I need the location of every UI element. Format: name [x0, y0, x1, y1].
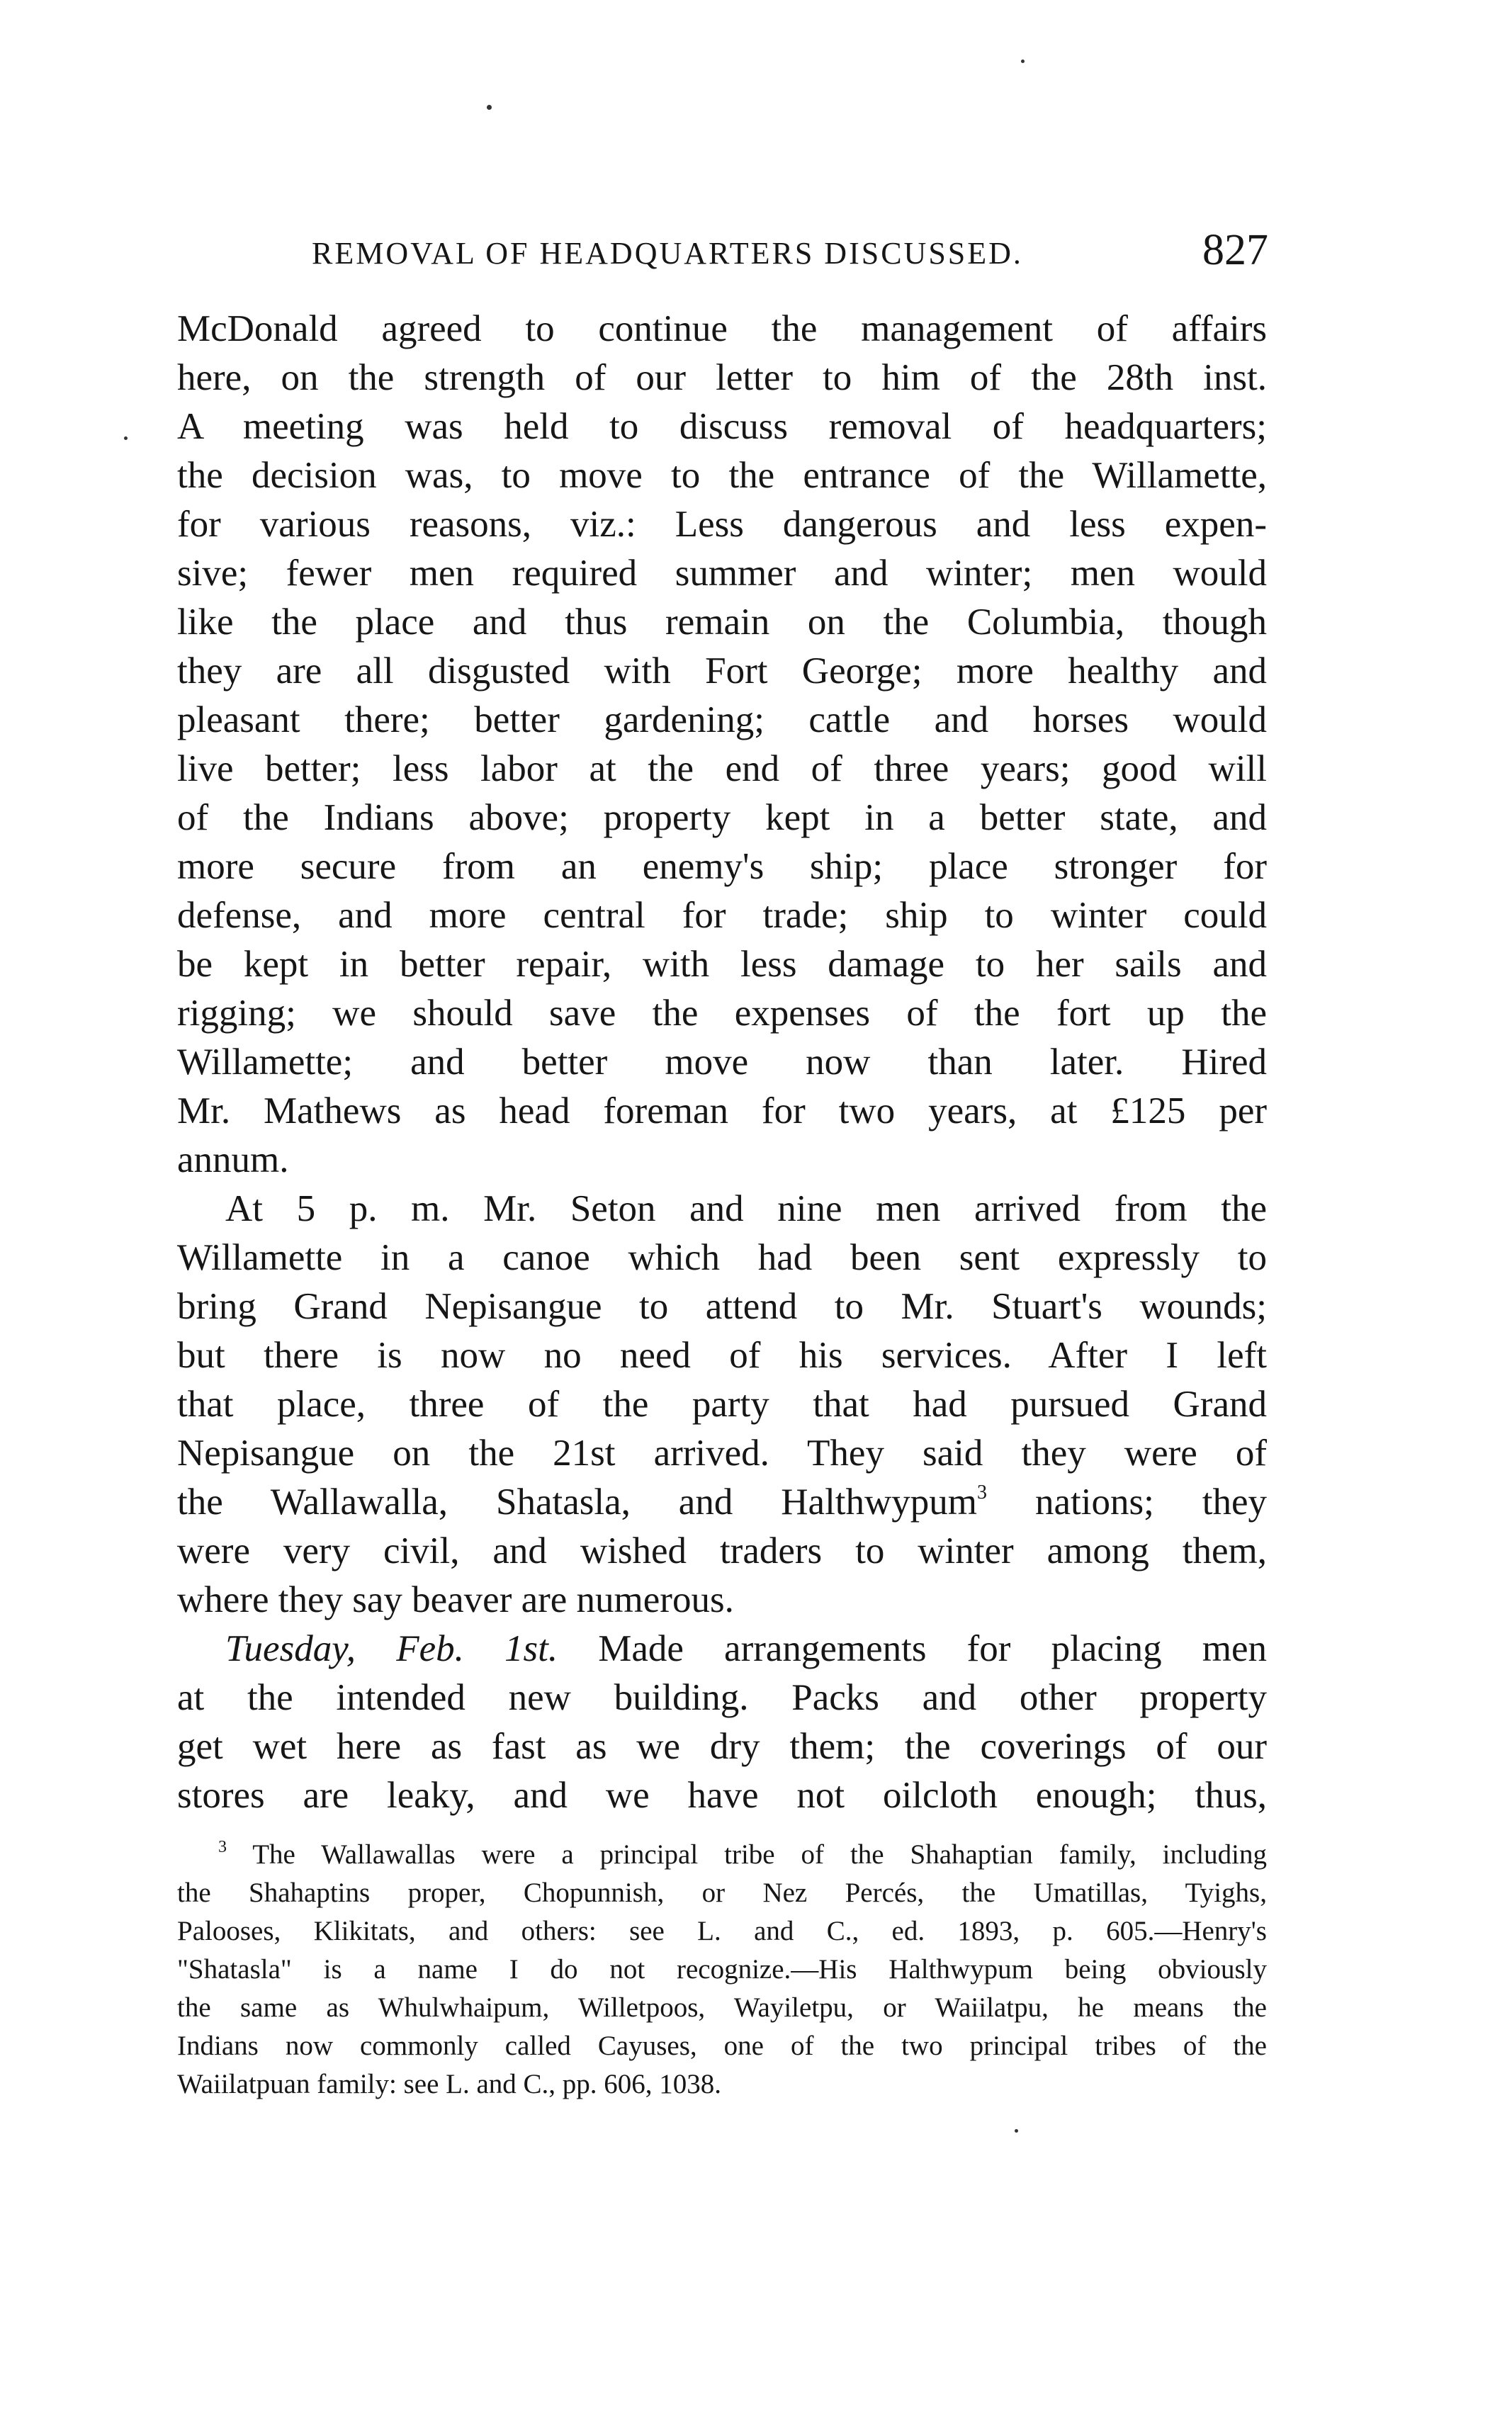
body-line-lead: the Wallawalla, Shatasla, and Halthwypum [177, 1482, 978, 1523]
paragraph-first-line [177, 1625, 1267, 1674]
body-line: bring Grand Nepisangue to attend to Mr. Stuart's wounds; [177, 1286, 1267, 1327]
body-line: pleasant there; better gardening; cattle and horses would [177, 699, 1267, 740]
body-line: for various reasons, viz.: Less dangerous and less expen- [177, 504, 1267, 545]
body-line: defense, and more central for trade; ship to winter could [177, 895, 1267, 936]
paragraph-first-line: At 5 p. m. Mr. Seton and nine men arrived from the [225, 1188, 1267, 1229]
body-line: where they say beaver are numerous. [177, 1579, 734, 1620]
running-head-title: REMOVAL OF HEADQUARTERS DISCUSSED. [312, 236, 1023, 271]
body-line: here, on the strength of our letter to him of the 28th inst. [177, 357, 1267, 398]
body-line: sive; fewer men required summer and winter; men would [177, 553, 1267, 594]
body-line: at the intended new building. Packs and other property [177, 1677, 1267, 1718]
body-line: get wet here as fast as we dry them; the coverings of our [177, 1726, 1267, 1767]
print-speck [1021, 60, 1025, 63]
footnote-line: Palooses, Klikitats, and others: see L. and C., ed. 1893, p. 605.—Henry's [177, 1916, 1267, 1946]
body-line-tail: Made arrangements for placing men [558, 1628, 1267, 1669]
body-text [177, 305, 1267, 1820]
print-speck [1015, 2129, 1018, 2133]
body-line: be kept in better repair, with less damage to her sails and [177, 944, 1267, 985]
date-heading: Tuesday, Feb. 1st. [225, 1628, 558, 1669]
body-line: live better; less labor at the end of three years; good will [177, 748, 1267, 789]
body-line: stores are leaky, and we have not oilcloth enough; thus, [177, 1775, 1267, 1816]
footnote-line: Waiilatpuan family: see L. and C., pp. 606, 1038. [177, 2069, 722, 2099]
footnote-text: The Wallawallas were a principal tribe of the Shahaptian family, including [252, 1839, 1268, 1870]
body-line-with-footnote-ref [177, 1478, 1267, 1527]
footnote-marker: 3 [218, 1838, 227, 1856]
body-line: Nepisangue on the 21st arrived. They said they were of [177, 1433, 1267, 1474]
body-line: like the place and thus remain on the Columbia, though [177, 602, 1267, 643]
body-line: more secure from an enemy's ship; place stronger for [177, 846, 1267, 887]
body-line: of the Indians above; property kept in a better state, and [177, 797, 1267, 838]
running-head [312, 225, 1268, 282]
body-line: they are all disgusted with Fort George; more healthy and [177, 650, 1267, 692]
body-line: McDonald agreed to continue the management of affairs [177, 308, 1267, 349]
body-line: annum. [177, 1139, 289, 1180]
body-line: Mr. Mathews as head foreman for two years, at £125 per [177, 1090, 1267, 1132]
body-line-tail: nations; they [987, 1482, 1267, 1523]
footnote-reference: 3 [977, 1482, 988, 1503]
print-speck [487, 105, 492, 110]
footnotes [177, 1836, 1267, 2104]
print-speck [124, 436, 128, 440]
footnote-line: the Shahaptins proper, Chopunnish, or Nez Percés, the Umatillas, Tyighs, [177, 1878, 1267, 1908]
body-line: A meeting was held to discuss removal of headquarters; [177, 406, 1267, 447]
footnote-first-line [177, 1836, 1267, 1874]
body-line: Willamette; and better move now than later. Hired [177, 1042, 1267, 1083]
body-line: but there is now no need of his services. After I left [177, 1335, 1267, 1376]
body-line: Willamette in a canoe which had been sent expressly to [177, 1237, 1267, 1278]
body-line: that place, three of the party that had pursued Grand [177, 1384, 1267, 1425]
body-line: rigging; we should save the expenses of the fort up the [177, 993, 1267, 1034]
page-number: 827 [1202, 226, 1268, 274]
footnote-line: the same as Whulwhaipum, Willetpoos, Wayiletpu, or Waiilatpu, he means the [177, 1992, 1267, 2023]
footnote-line: Indians now commonly called Cayuses, one of the two principal tribes of the [177, 2031, 1267, 2061]
body-line: the decision was, to move to the entrance of the Willamette, [177, 455, 1267, 496]
body-line: were very civil, and wished traders to winter among them, [177, 1530, 1267, 1571]
footnote-line: "Shatasla" is a name I do not recognize.—His Halthwypum being obviously [177, 1954, 1267, 1985]
